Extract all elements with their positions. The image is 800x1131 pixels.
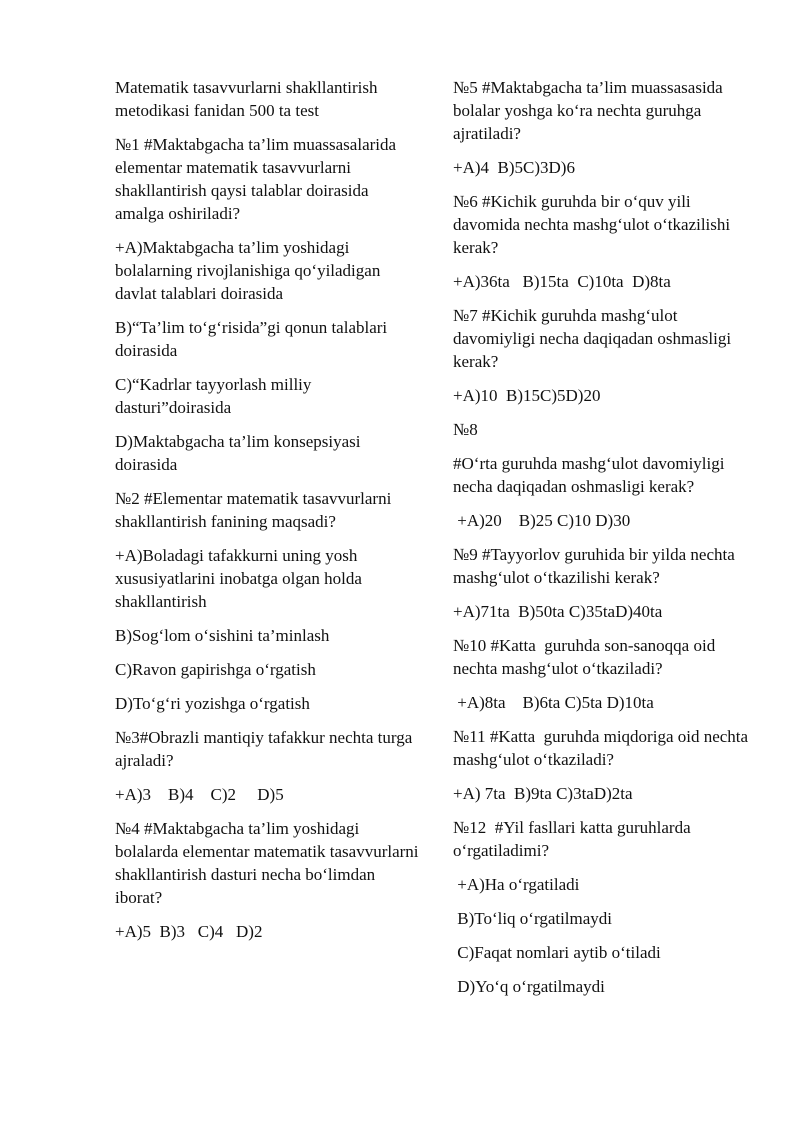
- question-10: №10 #Katta guruhda son-sanoqqa oid nechta mashg‘ulot o‘tkaziladi?: [453, 636, 720, 678]
- question-11: №11 #Katta guruhda miqdoriga oid nechta mashg‘ulot o‘tkaziladi?: [453, 727, 753, 769]
- question-2: №2 #Elementar matematik tasavvurlarni shakllantirish fanining maqsadi?: [115, 489, 400, 531]
- question-2-answer-c: C)Ravon gapirishga o‘rgatish: [115, 660, 316, 679]
- document-title: Matematik tasavvurlarni shakllantirish metodikasi fanidan 500 ta test: [115, 78, 382, 120]
- question-8: #O‘rta guruhda mashg‘ulot davomiyligi necha daqiqadan oshmasligi kerak?: [453, 454, 729, 496]
- question-10-answers: +A)8ta B)6ta C)5ta D)10ta: [453, 693, 654, 712]
- question-1-answer-c: C)“Kadrlar tayyorlash milliy dasturi”doirasida: [115, 375, 316, 417]
- question-1-answer-d: D)Maktabgacha ta’lim konsepsiyasi doirasida: [115, 432, 365, 474]
- question-1-answer-b: B)“Ta’lim to‘g‘risida”gi qonun talablari doirasida: [115, 318, 392, 360]
- question-12-answer-b: B)To‘liq o‘rgatilmaydi: [453, 909, 613, 928]
- question-9-answers: +A)71ta B)50ta C)35taD)40ta: [453, 602, 663, 621]
- question-12-answer-d: D)Yo‘q o‘rgatilmaydi: [453, 977, 605, 996]
- question-4: №4 #Maktabgacha ta’lim yoshidagi bolalarda elementar matematik tasavvurlarni shakllantirish dasturi necha bo‘limdan iborat?: [115, 819, 423, 907]
- question-1: №1 #Maktabgacha ta’lim muassasalarida elementar matematik tasavvurlarni shakllantirish qaysi talablar doirasida amalga oshiriladi?: [115, 135, 401, 223]
- question-6: №6 #Kichik guruhda bir o‘quv yili davomida nechta mashg‘ulot o‘tkazilishi kerak?: [453, 192, 735, 257]
- question-5-answers: +A)4 B)5C)3D)6: [453, 158, 575, 177]
- question-7: №7 #Kichik guruhda mashg‘ulot davomiyligi necha daqiqadan oshmasligi kerak?: [453, 306, 736, 371]
- question-11-answers: +A) 7ta B)9ta C)3taD)2ta: [453, 784, 633, 803]
- question-8-answers: +A)20 B)25 C)10 D)30: [453, 511, 631, 530]
- question-12: №12 #Yil fasllari katta guruhlarda o‘rgatiladimi?: [453, 818, 695, 860]
- question-3: №3#Obrazli mantiqiy tafakkur nechta turga ajraladi?: [115, 728, 417, 770]
- question-12-answer-a: +A)Ha o‘rgatiladi: [453, 875, 580, 894]
- question-2-answer-a: +A)Boladagi tafakkurni uning yosh xususiyatlarini inobatga olgan holda shakllantirish: [115, 546, 367, 611]
- question-5: №5 #Maktabgacha ta’lim muassasasida bolalar yoshga ko‘ra nechta guruhga ajratiladi?: [453, 78, 727, 143]
- question-2-answer-b: B)Sog‘lom o‘sishini ta’minlash: [115, 626, 330, 645]
- question-2-answer-d: D)To‘g‘ri yozishga o‘rgatish: [115, 694, 310, 713]
- question-3-answers: +A)3 B)4 C)2 D)5: [115, 785, 284, 804]
- right-column: [453, 76, 753, 1009]
- question-6-answers: +A)36ta B)15ta C)10ta D)8ta: [453, 272, 671, 291]
- question-8-number: №8: [453, 420, 478, 439]
- question-9: №9 #Tayyorlov guruhida bir yilda nechta mashg‘ulot o‘tkazilishi kerak?: [453, 545, 740, 587]
- question-7-answers: +A)10 B)15C)5D)20: [453, 386, 601, 405]
- left-column: [115, 76, 423, 954]
- question-4-answers: +A)5 B)3 C)4 D)2: [115, 922, 263, 941]
- question-1-answer-a: +A)Maktabgacha ta’lim yoshidagi bolalarning rivojlanishiga qo‘yiladigan davlat talablari doirasida: [115, 238, 385, 303]
- question-12-answer-c: C)Faqat nomlari aytib o‘tiladi: [453, 943, 661, 962]
